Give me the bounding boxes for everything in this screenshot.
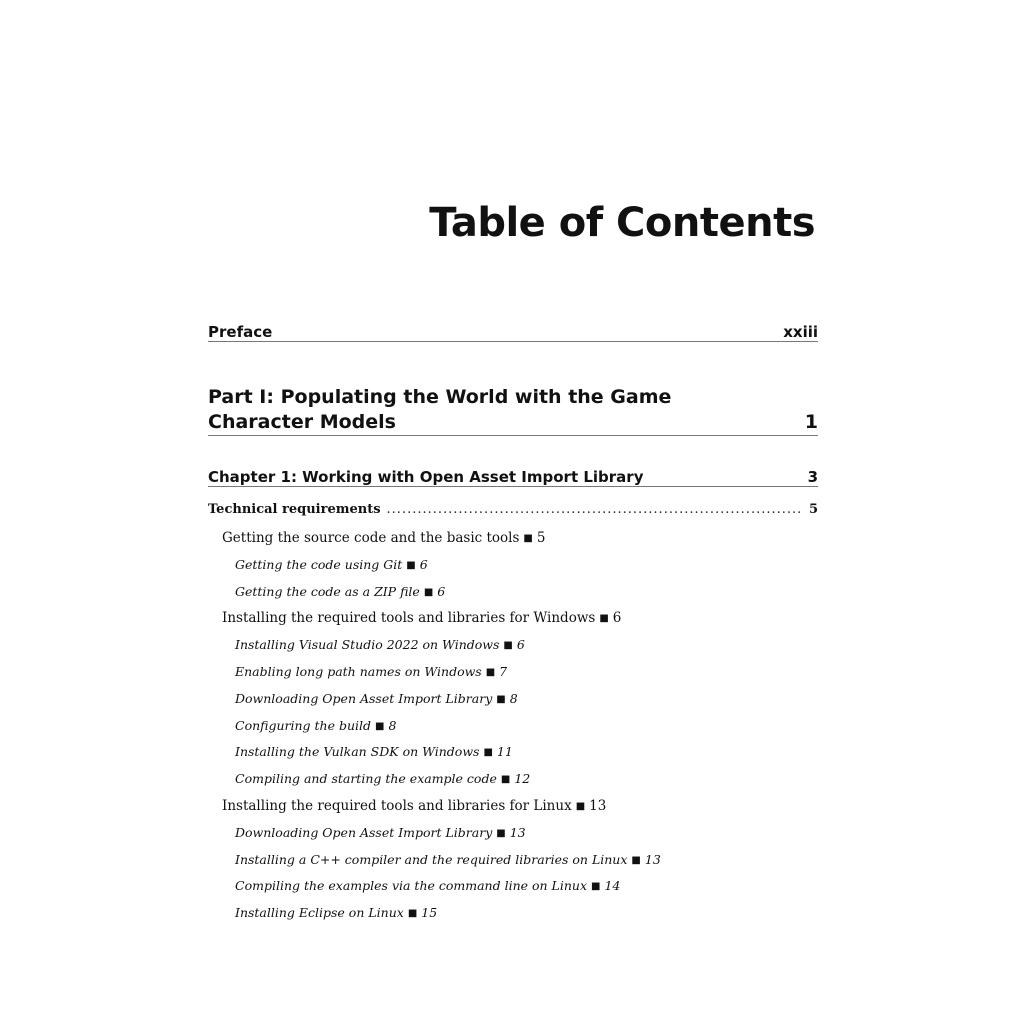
toc-entry-page-number: 11 (496, 744, 513, 760)
toc-entry-label: Installing a C++ compiler and the required libraries on Linux (235, 851, 628, 867)
toc-entry-page-number: 6 (516, 637, 525, 653)
bullet-separator: ■ (500, 774, 511, 786)
bullet-separator: ■ (423, 586, 434, 598)
toc-entry-page-number: 13 (589, 798, 607, 814)
bullet-separator: ■ (503, 640, 513, 652)
toc-entry[interactable] (235, 905, 437, 925)
bullet-separator: ■ (375, 720, 385, 732)
toc-entry-page-number: 13 (644, 851, 661, 867)
toc-entry-page-number: 6 (419, 556, 428, 572)
toc-entry[interactable] (235, 771, 530, 791)
toc-entry[interactable] (235, 664, 507, 684)
toc-entry-page-number: 6 (437, 583, 446, 599)
bullet-separator: ■ (591, 881, 601, 893)
toc-entry-page-number: 12 (514, 771, 531, 787)
preface-page-number: xxiii (783, 323, 818, 341)
chapter-page-number: 3 (807, 468, 818, 486)
dot-leader (387, 502, 803, 517)
toc-entry-label: Installing Visual Studio 2022 on Windows (235, 637, 500, 653)
bullet-separator: ■ (407, 908, 418, 920)
section-label: Technical requirements (208, 502, 381, 517)
toc-entry-label: Compiling and starting the example code (235, 771, 497, 787)
bullet-separator: ■ (631, 854, 641, 866)
part-page-number: 1 (804, 411, 818, 433)
toc-entry-label: Installing the Vulkan SDK on Windows (235, 744, 480, 760)
toc-entry-page-number: 8 (388, 717, 397, 733)
bullet-separator: ■ (575, 801, 586, 812)
part-title-line-1: Part I: Populating the World with the Game (208, 386, 672, 408)
toc-entry[interactable] (235, 637, 525, 657)
preface-label: Preface (208, 323, 273, 341)
toc-entry-page-number: 8 (509, 690, 518, 706)
toc-entry-label: Downloading Open Asset Import Library (235, 824, 493, 840)
toc-entry[interactable] (235, 718, 396, 738)
bullet-separator: ■ (599, 613, 609, 625)
toc-section-row[interactable] (208, 502, 818, 522)
page-title: Table of Contents (429, 200, 815, 246)
toc-entry-page-number: 5 (536, 530, 546, 546)
part-title-line-2: Character Models (208, 411, 396, 433)
toc-entry[interactable] (235, 557, 428, 577)
toc-entry-label: Configuring the build (235, 717, 372, 733)
toc-entry-page-number: 6 (612, 610, 622, 627)
toc-entry-page-number: 13 (509, 824, 526, 840)
section-page-number: 5 (808, 502, 818, 517)
toc-entry[interactable] (235, 584, 445, 604)
bullet-separator: ■ (496, 827, 506, 839)
toc-entry-label: Installing Eclipse on Linux (235, 905, 404, 921)
toc-entry[interactable] (235, 878, 620, 898)
toc-entry-label: Enabling long path names on Windows (235, 664, 482, 679)
chapter-label: Chapter 1: Working with Open Asset Import Library (208, 468, 644, 486)
toc-entry[interactable] (235, 691, 518, 711)
toc-entry-label: Getting the code using Git (235, 556, 403, 572)
toc-entry-label: Installing the required tools and libraries for Windows (222, 610, 596, 627)
bullet-separator: ■ (496, 693, 506, 705)
toc-entry[interactable] (235, 744, 513, 764)
toc-entry[interactable] (222, 798, 606, 818)
bullet-separator: ■ (485, 667, 496, 678)
toc-entry-label: Downloading Open Asset Import Library (235, 690, 493, 706)
bullet-separator: ■ (483, 747, 493, 759)
toc-entry-page-number: 7 (499, 664, 508, 679)
bullet-separator: ■ (406, 559, 416, 571)
toc-part-row[interactable] (208, 382, 818, 436)
part-title (208, 385, 671, 435)
toc-entry[interactable] (222, 530, 545, 550)
toc-entry-label: Getting the code as a ZIP file (235, 583, 420, 599)
toc-entry[interactable] (235, 825, 526, 845)
toc-entry[interactable] (235, 852, 661, 872)
bullet-separator: ■ (523, 533, 533, 544)
toc-entry-label: Installing the required tools and libraries for Linux (222, 798, 572, 814)
toc-entry-page-number: 14 (604, 878, 621, 894)
toc-chapter-row[interactable] (208, 462, 818, 487)
toc-preface-row[interactable] (208, 318, 818, 342)
toc-entry-label: Compiling the examples via the command line on Linux (235, 878, 588, 894)
toc-entry[interactable] (222, 610, 621, 630)
toc-entry-label: Getting the source code and the basic tools (222, 530, 520, 546)
toc-entry-page-number: 15 (421, 905, 438, 921)
